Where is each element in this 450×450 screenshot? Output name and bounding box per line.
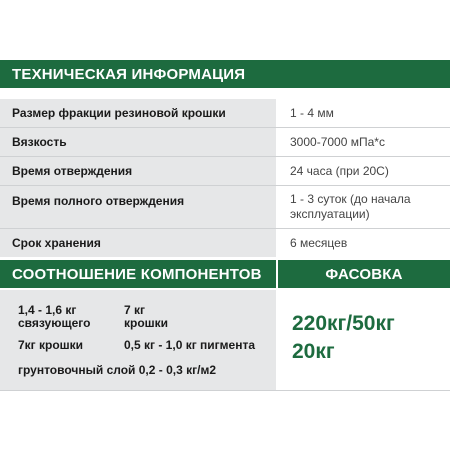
tech-row-value: 6 месяцев xyxy=(290,236,348,250)
pigment-line: 0,5 кг - 1,0 кг пигмента xyxy=(124,338,256,352)
packaging-line-2: 20кг xyxy=(292,340,335,363)
packaging-title: ФАСОВКА xyxy=(325,266,403,283)
tech-info-header xyxy=(0,60,450,88)
tech-row-label: Время отверждения xyxy=(12,164,133,178)
ratio-header xyxy=(0,260,276,288)
packaging-line-1: 220кг/50кг xyxy=(292,312,395,335)
tech-row-label: Размер фракции резиновой крошки xyxy=(12,106,226,120)
tech-info-title: ТЕХНИЧЕСКАЯ ИНФОРМАЦИЯ xyxy=(12,66,246,83)
primer-line: грунтовочный слой 0,2 - 0,3 кг/м2 xyxy=(18,363,216,377)
crumb-label: крошки xyxy=(124,316,169,330)
tech-row-label: Время полного отверждения xyxy=(12,194,185,208)
tech-row-label: Срок хранения xyxy=(12,236,101,250)
tech-row-value: 24 часа (при 20С) xyxy=(290,164,389,178)
tech-row xyxy=(0,157,450,185)
crumb-amount: 7 кг xyxy=(124,303,146,317)
tech-row-label: Вязкость xyxy=(12,135,67,149)
tech-row-value: 1 - 3 суток (до начала эксплуатации) xyxy=(290,192,411,221)
binder-label: связующего xyxy=(18,316,91,330)
packaging-panel xyxy=(278,290,450,390)
tech-row xyxy=(0,186,450,228)
ratio-title: СООТНОШЕНИЕ КОМПОНЕНТОВ xyxy=(12,266,262,283)
packaging-header xyxy=(278,260,450,288)
tech-row xyxy=(0,128,450,156)
binder-amount: 1,4 - 1,6 кг xyxy=(18,303,77,317)
crumb-line: 7кг крошки xyxy=(18,338,84,352)
tech-row xyxy=(0,229,450,257)
bottom-divider xyxy=(0,390,450,391)
ratio-panel xyxy=(0,290,276,390)
tech-row xyxy=(0,99,450,127)
tech-row-value: 1 - 4 мм xyxy=(290,106,334,120)
tech-row-value: 3000-7000 мПа*с xyxy=(290,135,385,149)
